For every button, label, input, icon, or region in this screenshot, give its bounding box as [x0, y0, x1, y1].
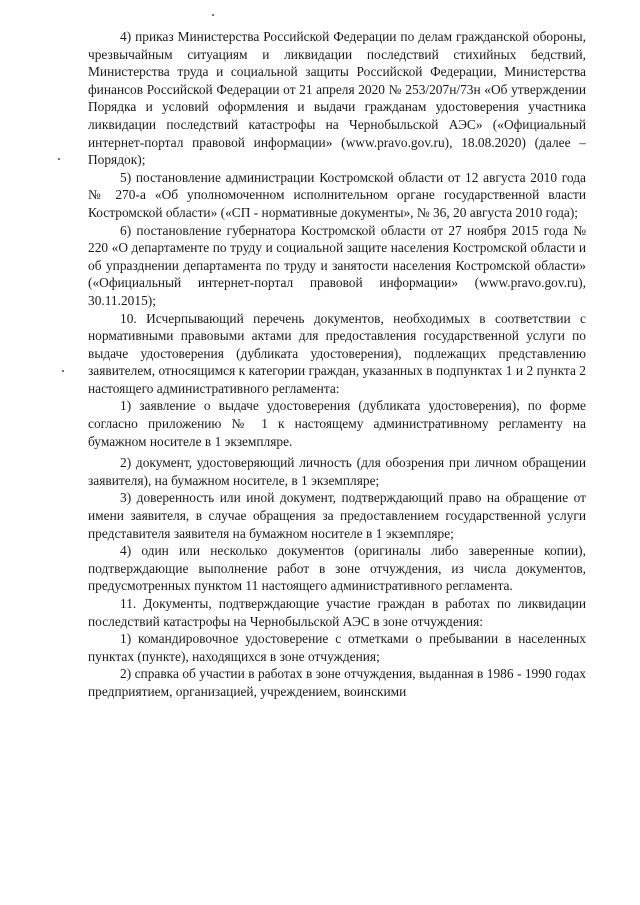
scan-speck — [62, 370, 64, 372]
paragraph-item-4-order: 4) приказ Министерства Российской Федерации по делам гражданской обороны, чрезвычайным ситуациям и ликвидации последствий стихийных бедствий, Министерства труда и социальной защиты Российской Федерации, Министерства финансов Российской Федерации от 21 апреля 2020 № 253/207н/73н «Об утверждении Порядка и условий оформления и выдачи гражданам удостоверения участника ликвидации последствий катастрофы на Чернобыльской АЭС» («Официальный интернет-портал правовой информации» (www.pravo.gov.ru), 18.08.2020) (далее – Порядок); — [88, 29, 586, 168]
scan-speck — [58, 158, 60, 160]
document-page — [88, 28, 586, 701]
paragraph-section-10-item-3: 3) доверенность или иной документ, подтверждающий право на обращение от имени заявителя, в случае обращения за предоставлением государственной услуги представителя заявителя на бумажном носителе в 1 экземпляре; — [88, 490, 586, 541]
paragraph-section-11-item-1: 1) командировочное удостоверение с отметками о пребывании в населенных пунктах (пункте), находящихся в зоне отчуждения; — [88, 631, 586, 664]
paragraph-section-10-item-1: 1) заявление о выдаче удостоверения (дубликата удостоверения), по форме согласно приложению № 1 к настоящему административному регламенту на бумажном носителе в 1 экземпляре. — [88, 398, 586, 449]
paragraph-section-10-item-4: 4) один или несколько документов (оригиналы либо заверенные копии), подтверждающие выполнение работ в зоне отчуждения, из числа документов, предусмотренных пунктом 11 настоящего административного регламента. — [88, 543, 586, 594]
paragraph-section-10: 10. Исчерпывающий перечень документов, необходимых в соответствии с нормативными правовыми актами для предоставления государственной услуги по выдаче удостоверения (дубликата удостоверения), подлежащих представлению заявителем, относящимся к категории граждан, указанных в подпунктах 1 и 2 пункта 2 настоящего административного регламента: — [88, 310, 586, 396]
scan-speck — [212, 14, 214, 16]
paragraph-section-10-item-2: 2) документ, удостоверяющий личность (для обозрения при личном обращении заявителя), на бумажном носителе, в 1 экземпляре; — [88, 455, 586, 488]
paragraph-item-6-resolution: 6) постановление губернатора Костромской области от 27 ноября 2015 года № 220 «О департаменте по труду и социальной защите населения Костромской области и об упразднении департамента по труду и занятости населения Костромской области» («Официальный интернет-портал правовой информации» (www.pravo.gov.ru), 30.11.2015); — [88, 222, 586, 308]
paragraph-item-5-resolution: 5) постановление администрации Костромской области от 12 августа 2010 года № 270-а «Об уполномоченном исполнительном органе государственной власти Костромской области» («СП - нормативные документы», № 36, 20 августа 2010 года); — [88, 169, 586, 220]
paragraph-section-11-item-2: 2) справка об участии в работах в зоне отчуждения, выданная в 1986 - 1990 годах предприятием, организацией, учреждением, воинскими — [88, 666, 586, 699]
paragraph-section-11: 11. Документы, подтверждающие участие граждан в работах по ликвидации последствий катастрофы на Чернобыльской АЭС в зоне отчуждения: — [88, 596, 586, 629]
